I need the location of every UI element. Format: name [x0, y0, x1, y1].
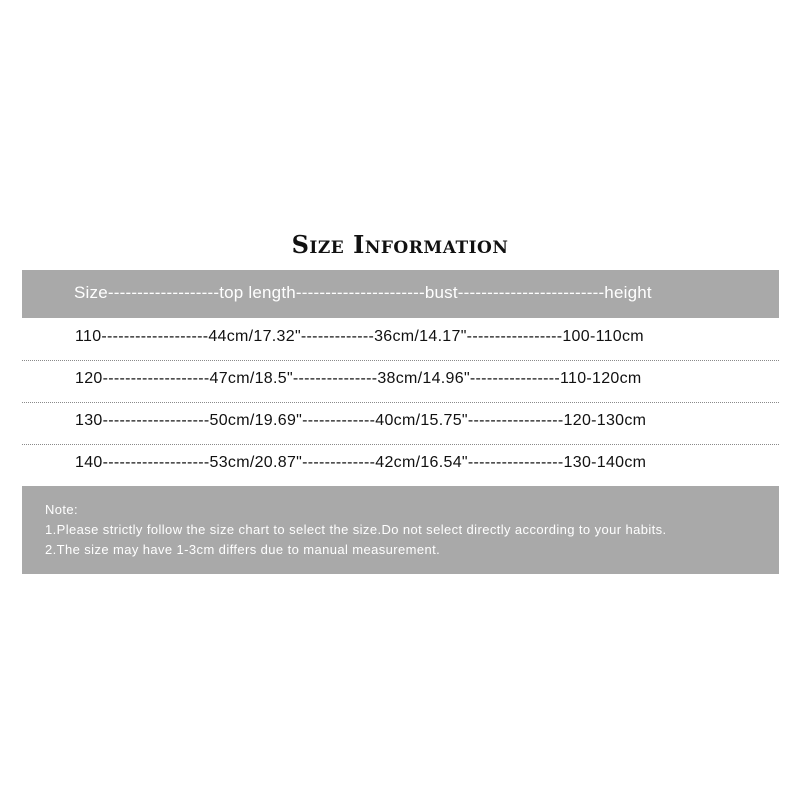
note-box — [22, 486, 779, 574]
row-text: 120-------------------47cm/18.5"---------------38cm/14.96"----------------110-120cm — [75, 370, 642, 387]
table-header-label: Size-------------------top length----------------------bust-------------------------height — [74, 283, 652, 302]
row-text: 140-------------------53cm/20.87"-------------42cm/16.54"-----------------130-140cm — [75, 454, 647, 471]
note-line-1: 1.Please strictly follow the size chart to select the size.Do not select directly according to your habits. — [45, 522, 667, 537]
note-line-2: 2.The size may have 1-3cm differs due to manual measurement. — [45, 542, 441, 557]
table-row — [22, 360, 779, 400]
table-row — [22, 402, 779, 442]
row-text: 130-------------------50cm/19.69"-------------40cm/15.75"-----------------120-130cm — [75, 412, 647, 429]
page-title: Size Information — [291, 230, 509, 259]
table-header — [22, 270, 779, 318]
table-row — [22, 444, 779, 484]
row-text: 110-------------------44cm/17.32"-------------36cm/14.17"-----------------100-110cm — [75, 328, 644, 345]
note-label: Note: — [45, 502, 79, 517]
table-row — [22, 318, 779, 358]
